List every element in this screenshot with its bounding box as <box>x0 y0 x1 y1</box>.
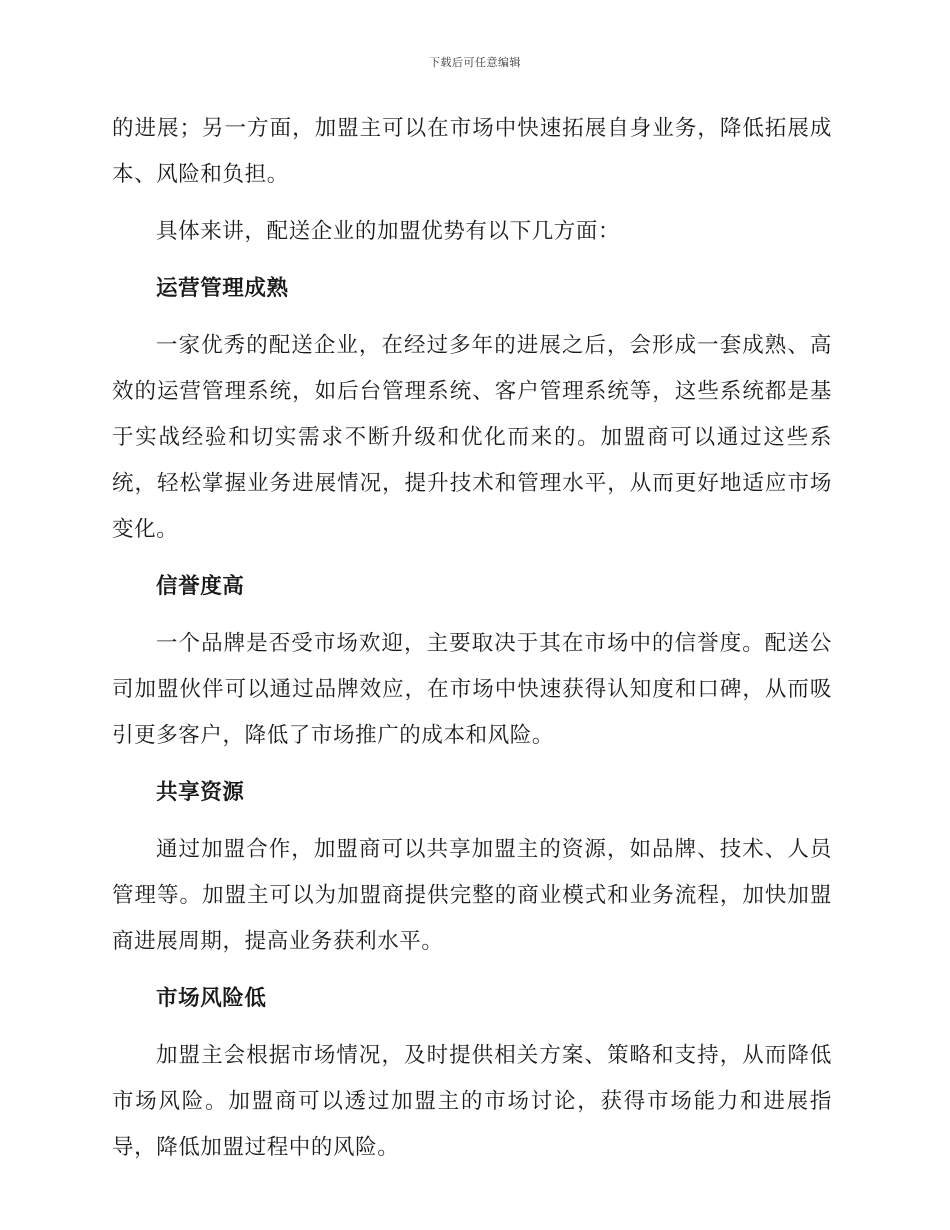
section-heading-reputation: 信誉度高 <box>156 574 245 599</box>
section-paragraph-operations: 一家优秀的配送企业，在经过多年的进展之后，会形成一套成熟、高效的运营管理系统，如后台管理系统、客户管理系统等，这些系统都是基于实战经验和切实需求不断升级和优化而来的。加盟商可以通过这些系统，轻松掌握业务进展情况，提升技术和管理水平，从而更好地适应市场变化。 <box>112 333 832 542</box>
section-paragraph-market-risk: 加盟主会根据市场情况，及时提供相关方案、策略和支持，从而降低市场风险。加盟商可以透过加盟主的市场讨论，获得市场能力和进展指导，降低加盟过程中的风险。 <box>112 1043 832 1160</box>
intro-lead-paragraph: 具体来讲，配送企业的加盟优势有以下几方面： <box>156 219 621 244</box>
document-body <box>112 106 832 1171</box>
section-paragraph-shared-resources: 通过加盟合作，加盟商可以共享加盟主的资源，如品牌、技术、人员管理等。加盟主可以为加盟商提供完整的商业模式和业务流程，加快加盟商进展周期，提高业务获利水平。 <box>112 837 832 954</box>
intro-continuation-paragraph: 的进展；另一方面，加盟主可以在市场中快速拓展自身业务，降低拓展成本、风险和负担。 <box>112 116 832 187</box>
section-heading-market-risk: 市场风险低 <box>156 986 267 1011</box>
section-heading-shared-resources: 共享资源 <box>156 780 245 805</box>
section-paragraph-reputation: 一个品牌是否受市场欢迎，主要取决于其在市场中的信誉度。配送公司加盟伙伴可以通过品牌效应，在市场中快速获得认知度和口碑，从而吸引更多客户，降低了市场推广的成本和风险。 <box>112 631 832 748</box>
section-heading-operations: 运营管理成熟 <box>156 276 289 301</box>
page-header: 下载后可任意编辑 <box>429 56 521 69</box>
